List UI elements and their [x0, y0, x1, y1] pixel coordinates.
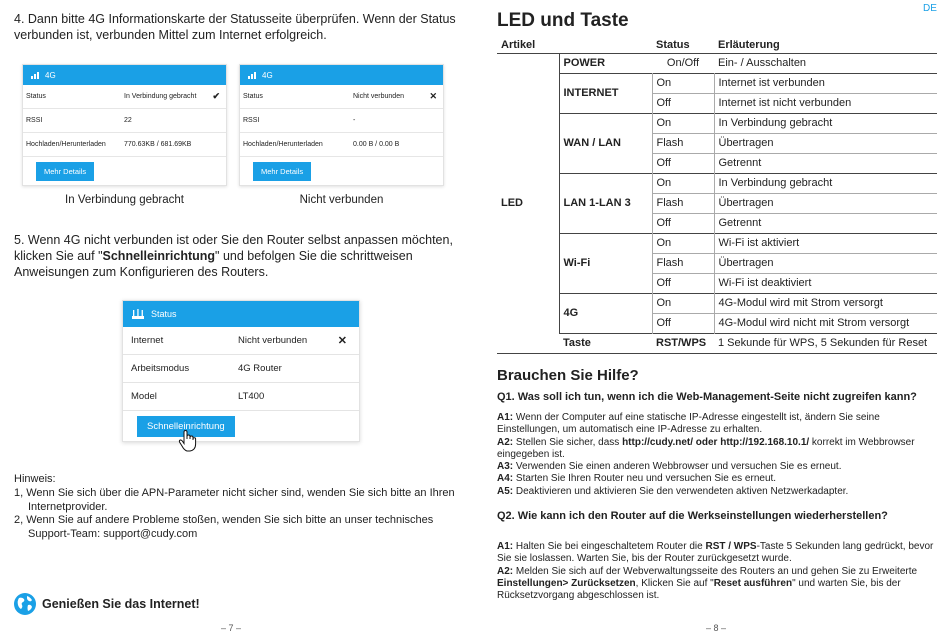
button-label: Taste: [563, 337, 591, 349]
signal-icon: [248, 71, 258, 79]
card-row: Status Nicht verbunden ✕: [240, 85, 443, 109]
table-row: INTERNET On Internet ist verbunden: [497, 73, 937, 93]
table-row: Off Getrennt: [497, 213, 937, 233]
hint-title: Hinweis:: [14, 473, 56, 485]
table-row: LED POWER On/Off Ein- / Ausschalten: [497, 53, 937, 73]
header-erlaeuterung: Erläuterung: [718, 38, 780, 51]
answer-a2: A2: Stellen Sie sicher, dass http://cudy.net/ oder http://192.168.10.1/ korrekt im Webbrowser eingegeben ist.: [497, 436, 915, 460]
question-2: Q2. Wie kann ich den Router auf die Werkseinstellungen wiederherstellen?: [497, 510, 888, 522]
card-row: Hochladen/Herunterladen 770.63KB / 681.69KB: [23, 133, 226, 157]
card-header: [23, 65, 226, 85]
answer-b2: A2: Melden Sie sich auf der Webverwaltungsseite des Routers an und gehen Sie zu Erweiterte Einstellungen> Zurücksetzen, Klicken Sie auf "Reset ausführen" und warten Sie, bis der Rücksetzvorgang abgeschlossen ist.: [497, 565, 918, 602]
led-title: LED und Taste: [497, 10, 629, 31]
caption-disconnected: Nicht verbunden: [299, 194, 384, 206]
header-status: Status: [656, 38, 690, 51]
answers-q2: [497, 541, 942, 602]
table-row: Off Wi-Fi ist deaktiviert: [497, 273, 937, 293]
table-row: LAN 1-LAN 3 On In Verbindung gebracht: [497, 173, 937, 193]
more-details-button[interactable]: Mehr Details: [253, 162, 311, 181]
hand-cursor-icon: [178, 430, 198, 452]
card-row: RSSI 22: [23, 109, 226, 133]
table-row: Flash Übertragen: [497, 193, 937, 213]
question-1: Q1. Was soll ich tun, wenn ich die Web-Management-Seite nicht zugreifen kann?: [497, 391, 917, 403]
table-row: Wi-Fi On Wi-Fi ist aktiviert: [497, 233, 937, 253]
card-row: Model LT400: [123, 383, 359, 411]
answer-a3: A3: Verwenden Sie einen anderen Webbrowser und versuchen Sie es erneut.: [497, 461, 842, 473]
table-row: Off Getrennt: [497, 153, 937, 173]
quick-setup-button[interactable]: Schnelleinrichtung: [137, 416, 235, 437]
card-header: [240, 65, 443, 85]
answer-a4: A4: Starten Sie Ihren Router neu und versuchen Sie es erneut.: [497, 473, 777, 485]
help-title: Brauchen Sie Hilfe?: [497, 367, 639, 384]
answer-a1: A1: Wenn der Computer auf eine statische IP-Adresse eingestellt ist, ändern Sie seine Einstellungen, um automatisch eine IP-Adresse zu erhalten.: [497, 412, 880, 436]
table-row: 4G On 4G-Modul wird mit Strom versorgt: [497, 293, 937, 313]
router-icon: [131, 309, 145, 320]
caption-connected: In Verbindung gebracht: [65, 194, 184, 206]
table-row: Off Internet ist nicht verbunden: [497, 93, 937, 113]
table-row: Flash Übertragen: [497, 253, 937, 273]
table-row: Taste RST/WPS 1 Sekunde für WPS, 5 Sekunden für Reset: [497, 333, 937, 353]
card-row: Hochladen/Herunterladen 0.00 B / 0.00 B: [240, 133, 443, 157]
step-4-text: 4. Dann bitte 4G Informationskarte der Statusseite überprüfen. Wenn der Status verbunden ist, verbunden Mittel zum Internet erfolgreich.: [14, 12, 456, 42]
led-table: [497, 37, 937, 354]
table-row: WAN / LAN On In Verbindung gebracht: [497, 113, 937, 133]
page-number-left: – 7 –: [221, 623, 242, 633]
card-row: RSSI -: [240, 109, 443, 133]
header-artikel: Artikel: [501, 38, 536, 51]
table-row: Off 4G-Modul wird nicht mit Strom versorgt: [497, 313, 937, 333]
enjoy-text: Genießen Sie das Internet!: [42, 597, 200, 611]
led-label: LED: [497, 53, 559, 353]
card-title: Status: [151, 309, 177, 319]
table-row: Flash Übertragen: [497, 133, 937, 153]
close-icon: ✕: [337, 335, 347, 347]
more-details-button[interactable]: Mehr Details: [36, 162, 94, 181]
card-title: 4G: [45, 70, 56, 80]
card-4g-disconnected: [239, 64, 444, 186]
answer-a5: A5: Deaktivieren und aktivieren Sie den verwendeten aktiven Netzwerkadapter.: [497, 485, 849, 497]
check-icon: ✔: [212, 91, 220, 101]
card-row: Arbeitsmodus 4G Router: [123, 355, 359, 383]
card-4g-connected: [22, 64, 227, 186]
hint-1: 1, Wenn Sie sich über die APN-Parameter nicht sicher sind, wenden Sie sich bitte an Ihren Internetprovider.: [14, 487, 455, 513]
step-5-text: 5. Wenn 4G nicht verbunden ist oder Sie den Router selbst anpassen möchten, klicken Sie auf "Schnelleinrichtung" und befolgen Sie die schrittweisen Anweisungen zum Konfigurieren des Routers.: [14, 233, 453, 279]
language-tag: DE: [923, 3, 937, 14]
card-header: [123, 301, 359, 327]
page-number-right: – 8 –: [706, 623, 727, 633]
card-row: Status In Verbindung gebracht ✔: [23, 85, 226, 109]
card-row: Internet Nicht verbunden ✕: [123, 327, 359, 355]
close-icon: ✕: [429, 91, 437, 101]
signal-icon: [31, 71, 41, 79]
card-title: 4G: [262, 70, 273, 80]
answers-q1: [497, 412, 942, 498]
hint-2: 2, Wenn Sie auf andere Probleme stoßen, wenden Sie sich bitte an unser technisches Support-Team: support@cudy.com: [14, 514, 434, 540]
answer-b1: A1: Halten Sie bei eingeschaltetem Router die RST / WPS-Taste 5 Sekunden lang gedrückt, bevor Sie sie loslassen. Warten Sie, bis der Router zurückgesetzt wurde.: [497, 541, 934, 565]
globe-icon: [13, 592, 37, 616]
